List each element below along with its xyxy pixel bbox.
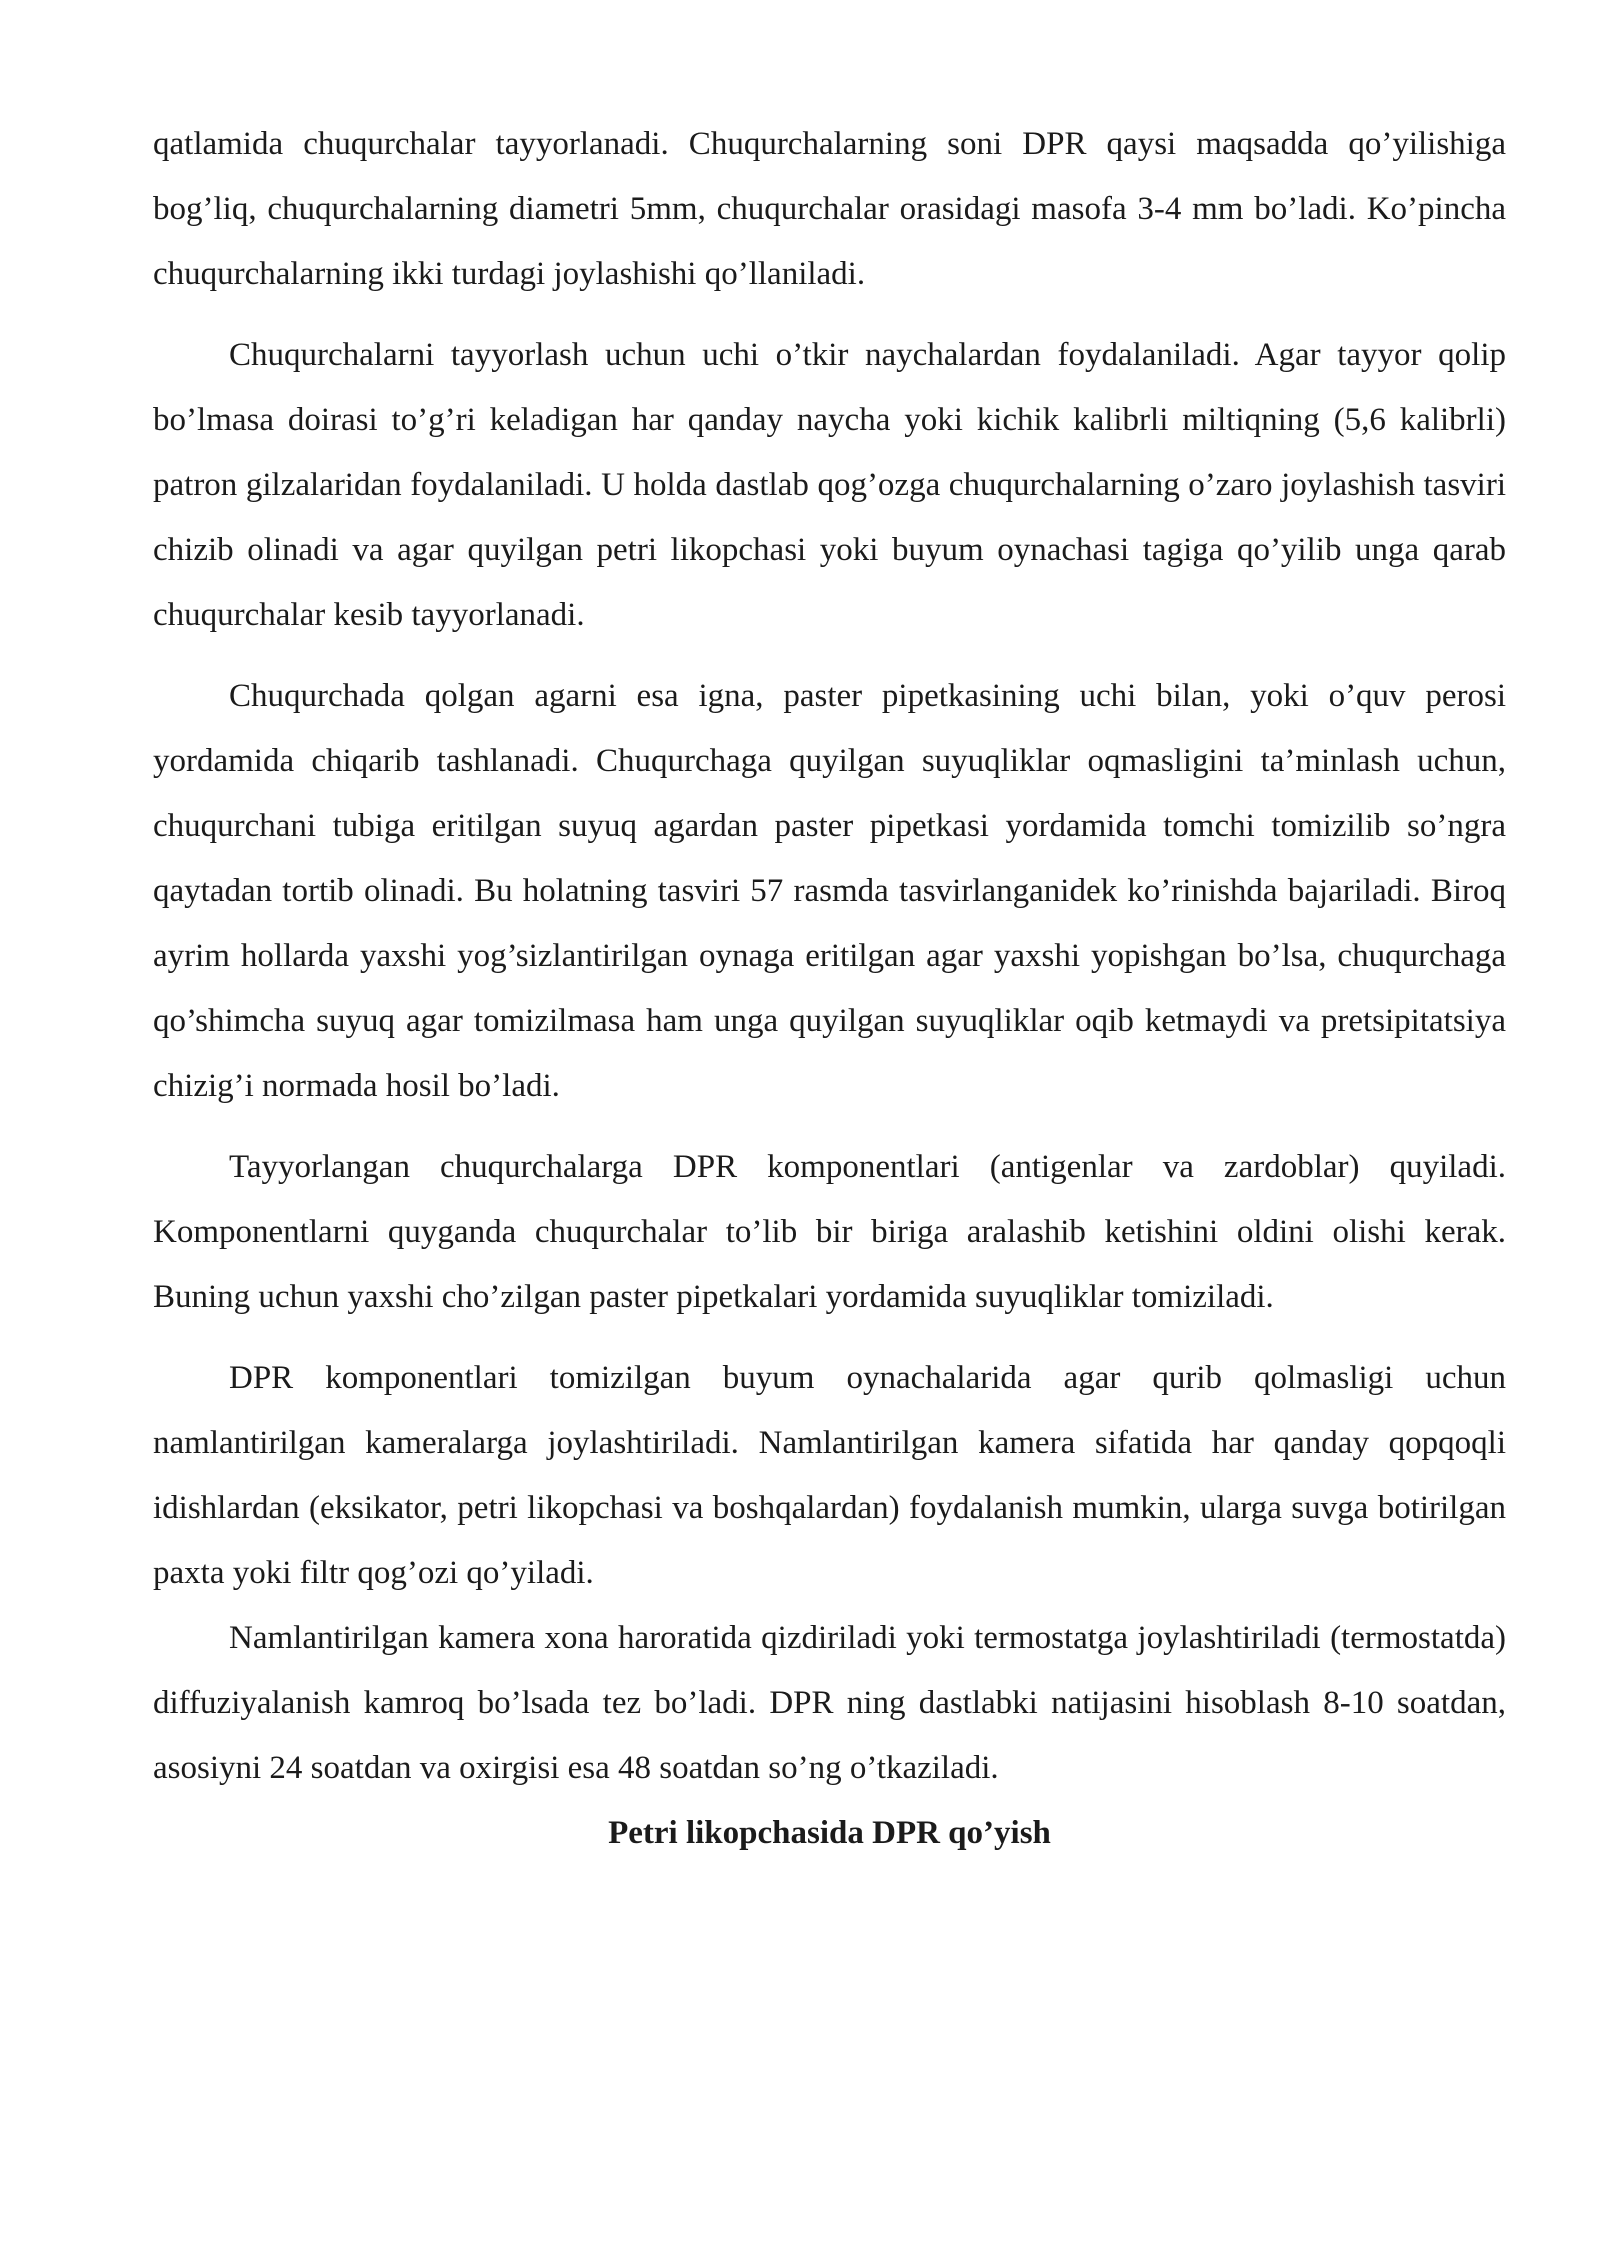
paragraph-continued: qatlamida chuqurchalar tayyorlanadi. Chuqurchalarning soni DPR qaysi maqsadda qo’yilishiga bog’liq, chuqurchalarning diametri 5mm, chuqurchalar orasidagi masofa 3-4 mm bo’ladi. Ko’pincha chuqurchalarning ikki turdagi joylashishi qo’llaniladi. (153, 126, 1506, 292)
paragraph-incubation: Namlantirilgan kamera xona haroratida qizdiriladi yoki termostatga joylashtiriladi (termostatda) diffuziyalanish kamroq bo’lsada tez bo’ladi. DPR ning dastlabki natijasini hisoblash 8-10 soatdan, asosiyni 24 soatdan va oxirgisi esa 48 soatdan so’ng o’tkaziladi. (153, 1620, 1506, 1786)
paragraph-components-filling: Tayyorlangan chuqurchalarga DPR komponentlari (antigenlar va zardoblar) quyiladi. Komponentlarni quyganda chuqurchalar to’lib bir biriga aralashib ketishini oldini olishi kerak. Buning uchun yaxshi cho’zilgan paster pipetkalari yordamida suyuqliklar tomiziladi. (153, 1149, 1506, 1315)
document-page (153, 112, 1506, 1866)
paragraph-humid-chamber: DPR komponentlari tomizilgan buyum oynachalarida agar qurib qolmasligi uchun namlantirilgan kameralarga joylashtiriladi. Namlantirilgan kamera sifatida har qanday qopqoqli idishlardan (eksikator, petri likopchasi va boshqalardan) foydalanish mumkin, ularga suvga botirilgan paxta yoki filtr qog’ozi qo’yiladi. (153, 1360, 1506, 1591)
paragraph-agar-removal: Chuqurchada qolgan agarni esa igna, paster pipetkasining uchi bilan, yoki o’quv perosi yordamida chiqarib tashlanadi. Chuqurchaga quyilgan suyuqliklar oqmasligini ta’minlash uchun, chuqurchani tubiga eritilgan suyuq agardan paster pipetkasi yordamida tomchi tomizilib so’ngra qaytadan tortib olinadi. Bu holatning tasviri 57 rasmda tasvirlanganidek ko’rinishda bajariladi. Biroq ayrim hollarda yaxshi yog’sizlantirilgan oynaga eritilgan agar yaxshi yopishgan bo’lsa, chuqurchaga qo’shimcha suyuq agar tomizilmasa ham unga quyilgan suyuqliklar oqib ketmaydi va pretsipitatsiya chizig’i normada hosil bo’ladi. (153, 678, 1506, 1104)
section-heading: Petri likopchasida DPR qo’yish (608, 1815, 1051, 1851)
paragraph-preparation-tools: Chuqurchalarni tayyorlash uchun uchi o’tkir naychalardan foydalaniladi. Agar tayyor qolip bo’lmasa doirasi to’g’ri keladigan har qanday naycha yoki kichik kalibrli miltiqning (5,6 kalibrli) patron gilzalaridan foydalaniladi. U holda dastlab qog’ozga chuqurchalarning o’zaro joylashish tasviri chizib olinadi va agar quyilgan petri likopchasi yoki buyum oynachasi tagiga qo’yilib unga qarab chuqurchalar kesib tayyorlanadi. (153, 337, 1506, 633)
